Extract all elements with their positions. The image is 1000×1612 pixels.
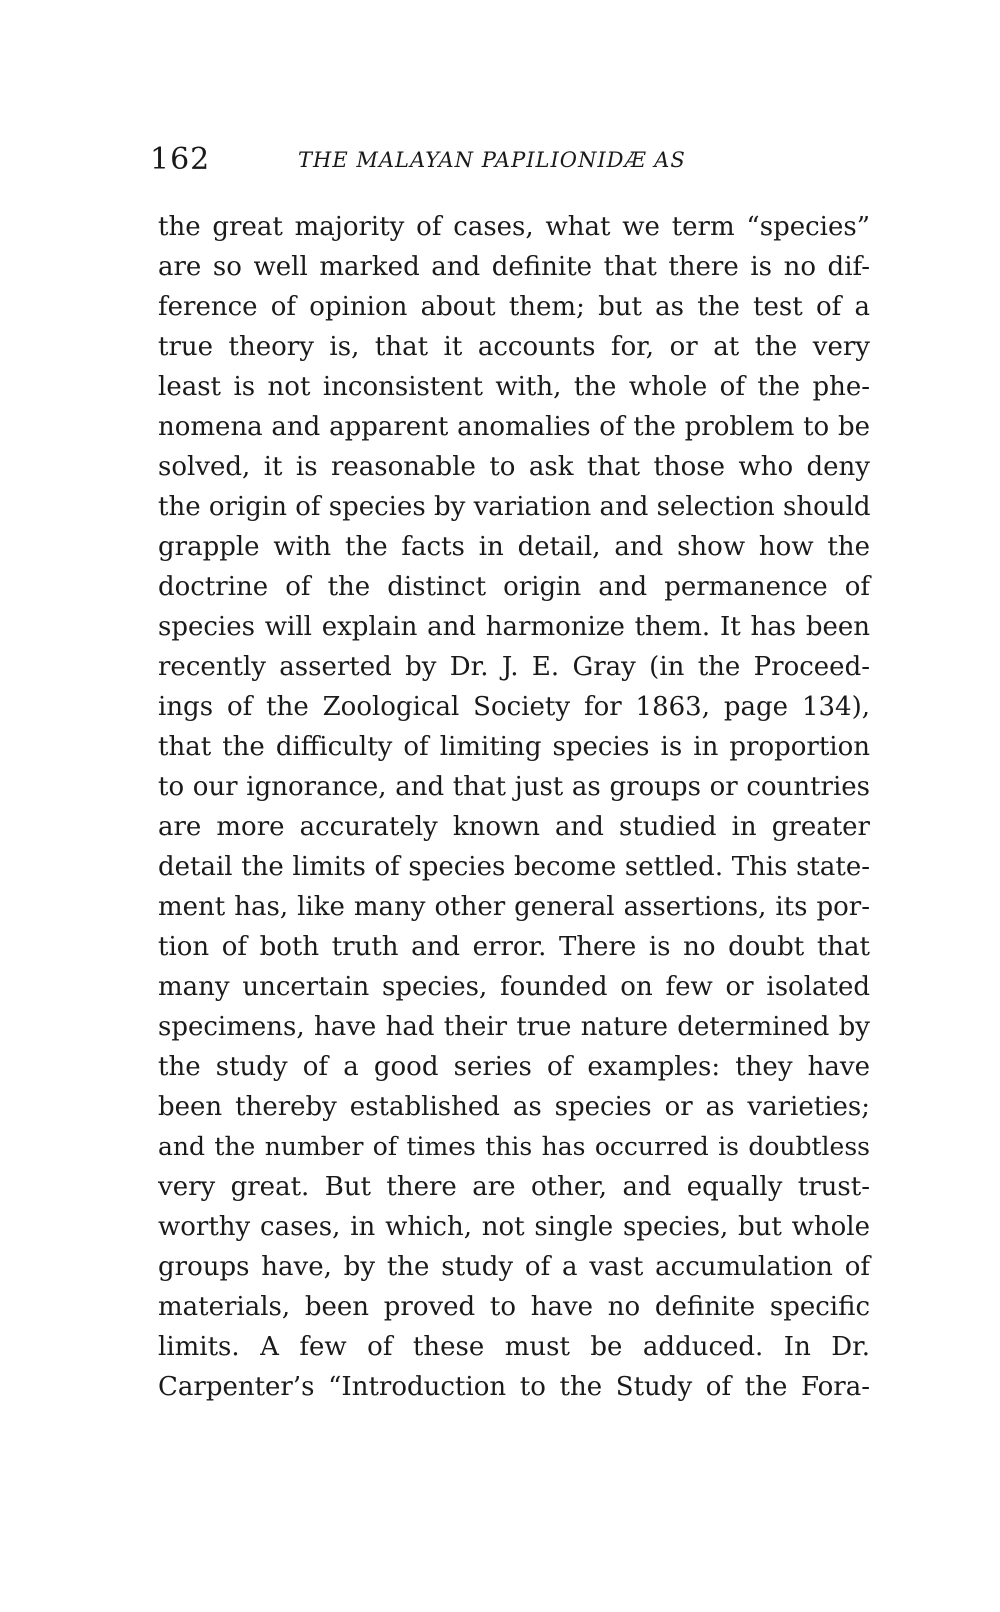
text-line: true theory is, that it accounts for, or at the very [158, 332, 870, 362]
text-line: materials, been proved to have no definite specific [158, 1292, 870, 1322]
text-line: detail the limits of species become settled. This state- [158, 852, 870, 882]
text-line: worthy cases, in which, not single species, but whole [158, 1212, 870, 1242]
page-number: 162 [150, 142, 211, 177]
text-line: grapple with the facts in detail, and show how the [158, 532, 870, 562]
text-line: ment has, like many other general assertions, its por- [158, 892, 870, 922]
text-line: the origin of species by variation and selection should [158, 492, 871, 522]
text-line: to our ignorance, and that just as groups or countries [158, 772, 870, 802]
running-head [150, 142, 720, 192]
body-text [158, 207, 870, 1407]
text-line: ings of the Zoological Society for 1863, page 134), [158, 692, 870, 722]
text-line: and the number of times this has occurred is doubtless [158, 1132, 870, 1161]
text-line: many uncertain species, founded on few or isolated [158, 972, 870, 1002]
text-line: Carpenter’s “Introduction to the Study of the Fora- [158, 1372, 870, 1402]
text-line: recently asserted by Dr. J. E. Gray (in the Proceed- [158, 652, 870, 682]
text-line: solved, it is reasonable to ask that those who deny [158, 452, 870, 482]
text-line: very great. But there are other, and equally trust- [158, 1172, 870, 1202]
text-line: been thereby established as species or as varieties; [158, 1092, 870, 1122]
text-line: species will explain and harmonize them. It has been [158, 612, 870, 642]
text-line: are more accurately known and studied in greater [158, 812, 870, 842]
text-line: the great majority of cases, what we term “species” [158, 212, 870, 242]
text-line: nomena and apparent anomalies of the problem to be [158, 412, 870, 442]
text-line: specimens, have had their true nature determined by [158, 1012, 870, 1042]
text-line: limits. A few of these must be adduced. In Dr. [158, 1332, 870, 1362]
text-line: least is not inconsistent with, the whole of the phe- [158, 372, 870, 402]
text-line: that the difficulty of limiting species is in proportion [158, 732, 870, 762]
text-line: doctrine of the distinct origin and permanence of [158, 572, 870, 602]
text-line: the study of a good series of examples: they have [158, 1052, 870, 1082]
text-line: are so well marked and definite that there is no dif- [158, 252, 870, 282]
text-line: tion of both truth and error. There is no doubt that [158, 932, 870, 962]
text-line: groups have, by the study of a vast accumulation of [158, 1252, 870, 1282]
text-line: ference of opinion about them; but as the test of a [158, 292, 870, 322]
running-title: THE MALAYAN PAPILIONIDÆ AS [298, 148, 686, 172]
